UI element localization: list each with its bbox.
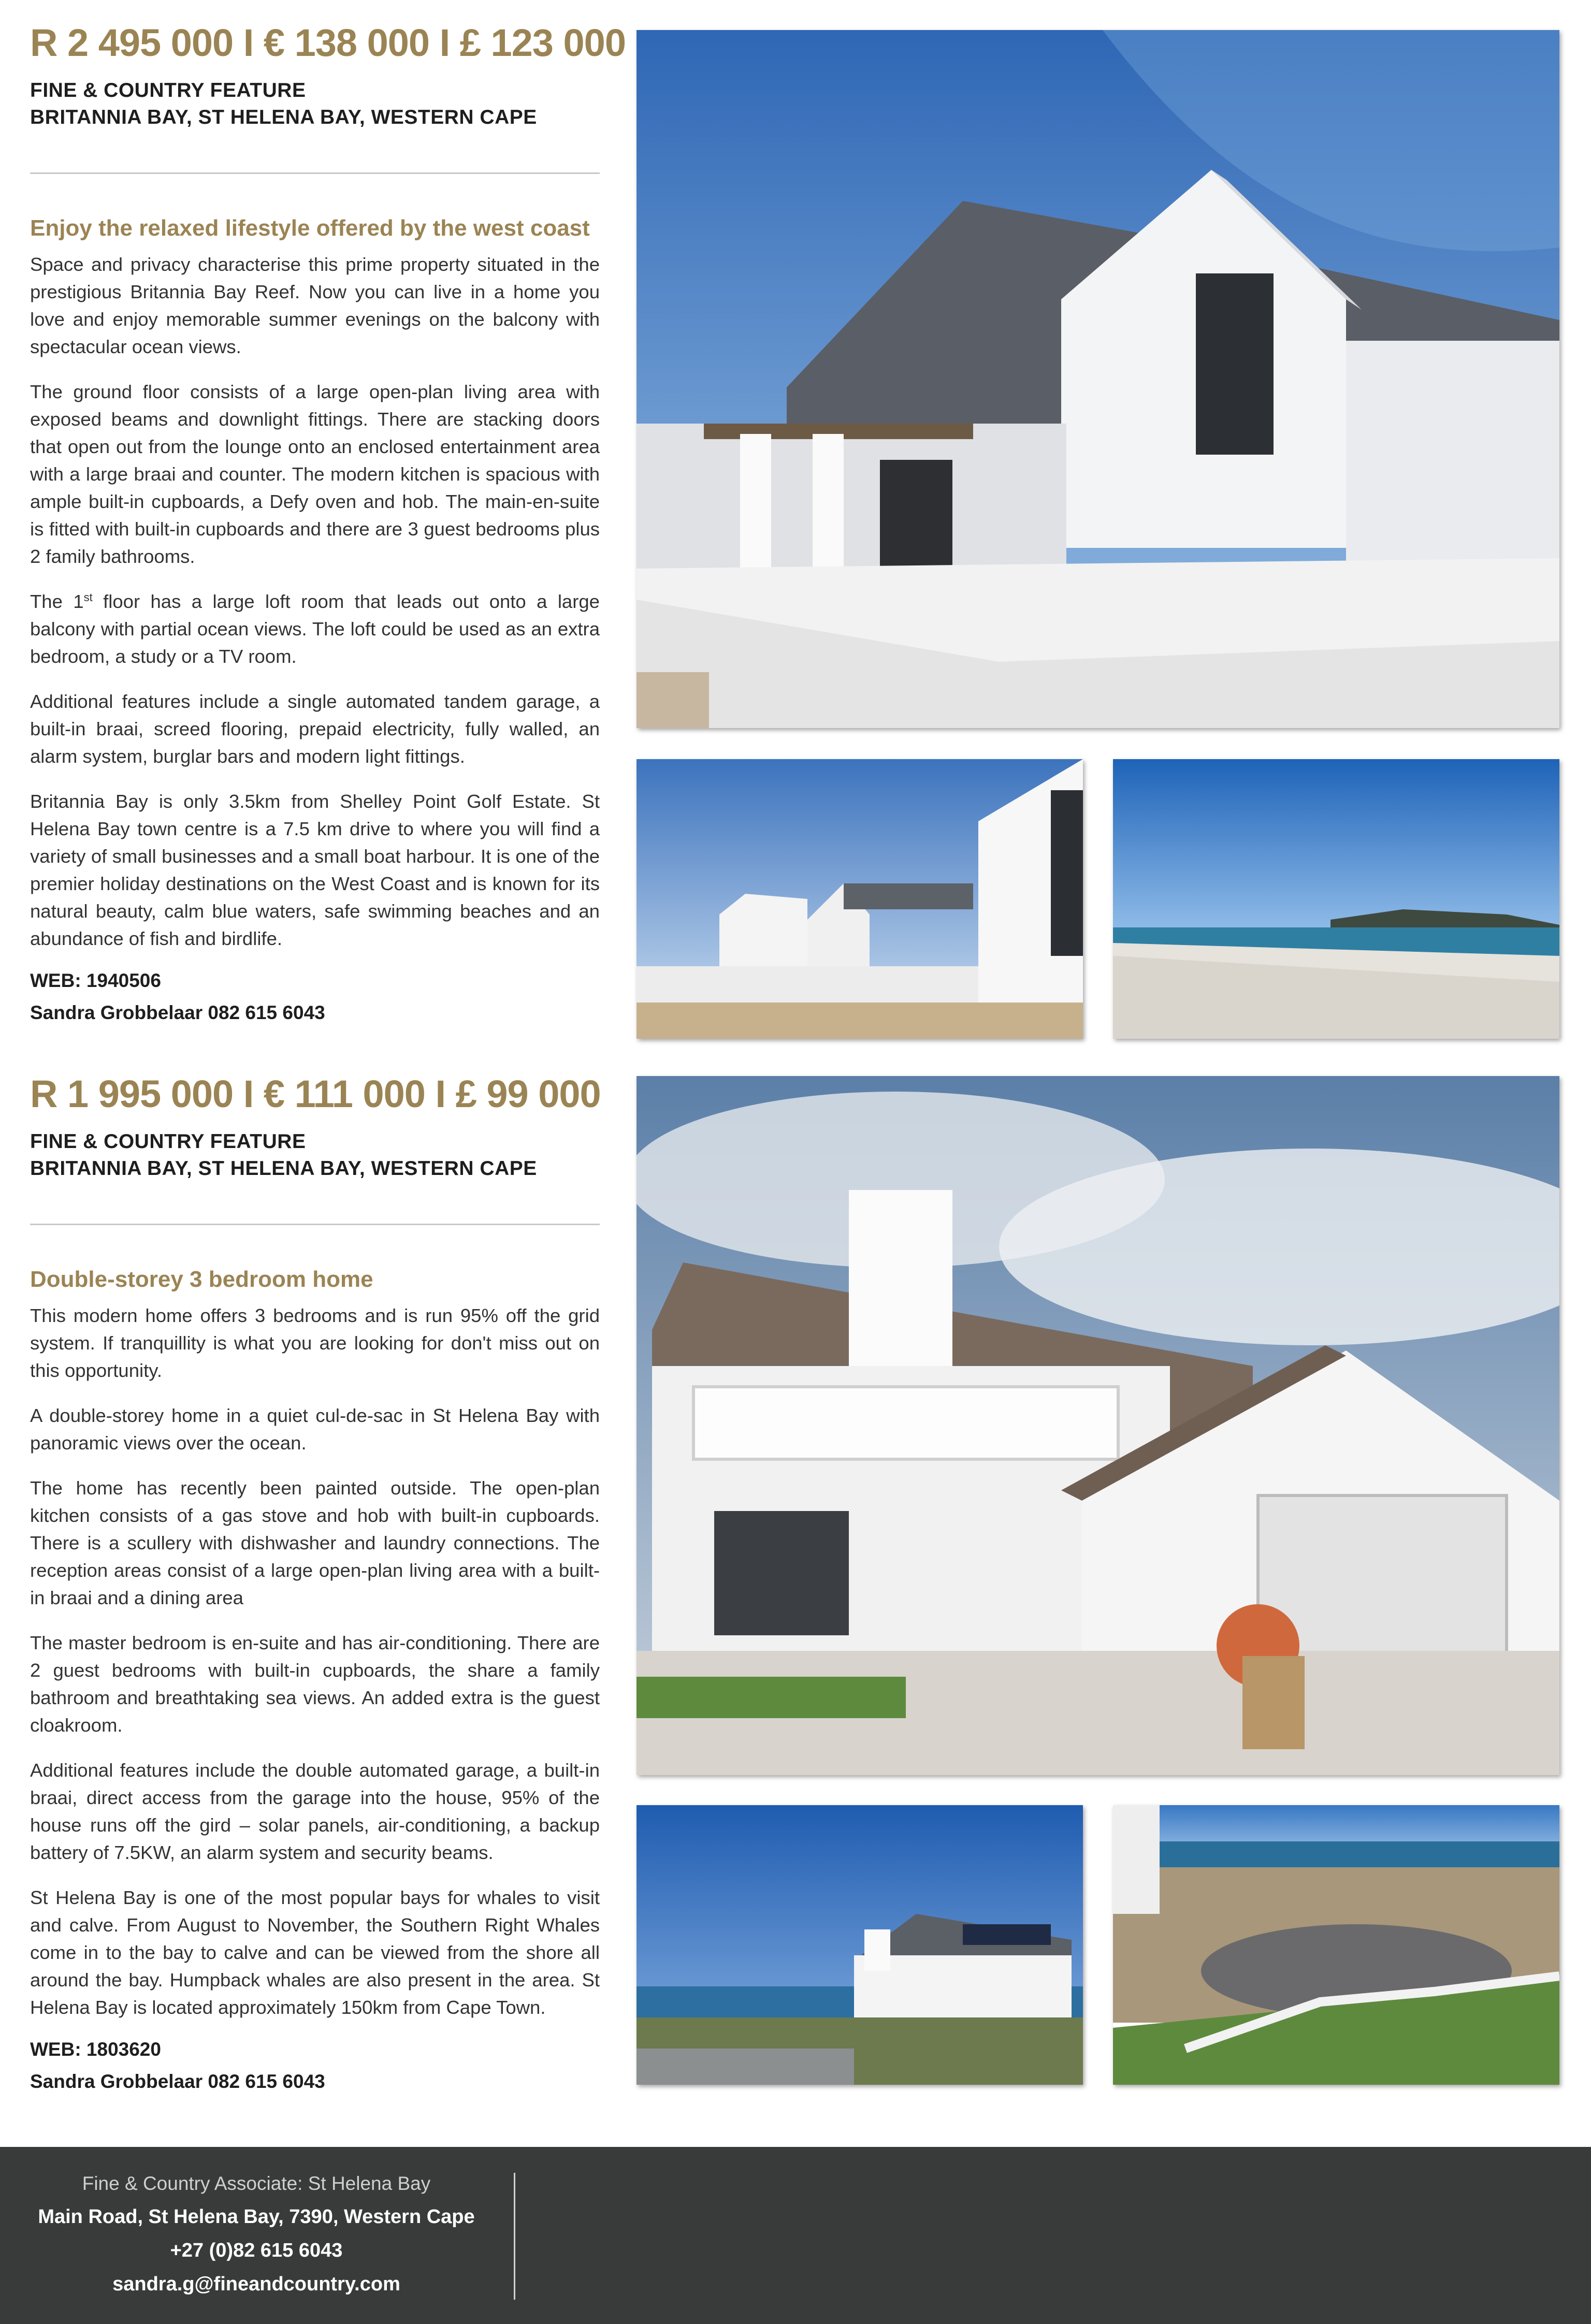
listing-2-subheading: Double-storey 3 bedroom home	[30, 1267, 373, 1292]
divider	[30, 172, 600, 174]
listing-1-main-photo	[637, 30, 1559, 728]
footer-divider	[514, 2173, 515, 2300]
footer-email-link[interactable]: sandra.g@fineandcountry.com	[112, 2273, 400, 2295]
listing-2-paragraph: Additional features include the double automated garage, a built-in braai, direct access from the garage into the house, 95% of the house runs off the gird – solar panels, air-conditioning, a backup battery of 7.5KW, an alarm system and security beams.	[30, 1760, 600, 1863]
listing-2-paragraph: This modern home offers 3 bedrooms and is run 95% off the grid system. If tranquillity is what you are looking for don't miss out on this opportunity.	[30, 1305, 600, 1381]
house-photo-icon	[637, 1805, 1083, 2085]
listing-2-feature-label: FINE & COUNTRY FEATURE	[30, 1130, 306, 1153]
listing-1-beach-photo	[1113, 759, 1559, 1039]
listing-2-paragraph: A double-storey home in a quiet cul-de-sac in St Helena Bay with panoramic views over the ocean.	[30, 1405, 600, 1454]
house-photo-icon	[637, 1076, 1559, 1775]
listing-1-side-photo	[637, 759, 1083, 1039]
superscript: st	[83, 590, 93, 604]
footer-address: Main Road, St Helena Bay, 7390, Western Cape	[38, 2206, 475, 2228]
listing-2-main-photo	[637, 1076, 1559, 1775]
listing-2-paragraph: St Helena Bay is one of the most popular bays for whales to visit and calve. From August to November, the Southern Right Whales come in to the bay to calve and can be viewed from the shore all around the bay. Humpback whales are also present in the area. St Helena Bay is located approximately 150km from Cape Town.	[30, 1887, 600, 2018]
listing-2-location: BRITANNIA BAY, ST HELENA BAY, WESTERN CAPE	[30, 1157, 537, 1180]
listing-1-paragraph: The ground floor consists of a large open-plan living area with exposed beams and downlight fittings. There are stacking doors that open out from the lounge onto an enclosed entertainment area with a large braai and counter. The modern kitchen is spacious with ample built-in cupboards, a Defy oven and hob. The main-en-suite is fitted with built-in cupboards and there are 3 guest bedrooms plus 2 family bathrooms.	[30, 381, 600, 567]
listing-1-paragraph: Britannia Bay is only 3.5km from Shelley Point Golf Estate. St Helena Bay town centre is a 7.5 km drive to where you will find a variety of small businesses and a small boat harbour. It is one of the premier holiday destinations on the West Coast and is known for its natural beauty, calm blue waters, safe swimming beaches and an abundance of fish and birdlife.	[30, 791, 600, 949]
listing-1-subheading: Enjoy the relaxed lifestyle offered by the west coast	[30, 215, 590, 241]
listing-1	[0, 0, 1591, 1051]
divider	[30, 1224, 600, 1225]
para-text: The 1	[30, 591, 84, 612]
footer-phone[interactable]: +27 (0)82 615 6043	[170, 2240, 343, 2261]
house-photo-icon	[637, 759, 1083, 1039]
listing-2	[0, 1051, 1591, 2102]
listing-2-text	[30, 1051, 600, 2093]
listing-2-view-photo	[1113, 1805, 1559, 2085]
listing-2-paragraph: The home has recently been painted outside. The open-plan kitchen consists of a gas stove and hob with built-in cupboards. There is a scullery with dishwasher and laundry connections. The reception areas consist of a large open-plan living area with a built-in braai and a dining area	[30, 1477, 600, 1608]
listing-1-feature-label: FINE & COUNTRY FEATURE	[30, 79, 306, 101]
listing-1-agent: Sandra Grobbelaar 082 615 6043	[30, 1002, 325, 1023]
landscape-photo-icon	[1113, 1805, 1559, 2085]
listing-1-paragraph: Additional features include a single automated tandem garage, a built-in braai, screed flooring, prepaid electricity, fully walled, an alarm system, burglar bars and modern light fittings.	[30, 691, 600, 767]
listing-1-paragraph	[30, 588, 600, 670]
beach-photo-icon	[1113, 759, 1559, 1039]
listing-1-location: BRITANNIA BAY, ST HELENA BAY, WESTERN CAPE	[30, 106, 537, 128]
listing-2-side-photo	[637, 1805, 1083, 2085]
listing-2-price: R 1 995 000 I € 111 000 I £ 99 000	[30, 1072, 601, 1115]
footer-contact-block	[0, 2173, 513, 2307]
listing-1-text	[30, 0, 626, 1024]
footer-associate: Fine & Country Associate: St Helena Bay	[82, 2173, 431, 2194]
listing-2-paragraph: The master bedroom is en-suite and has air-conditioning. There are 2 guest bedrooms with built-in cupboards, the share a family bathroom and breathtaking sea views. An added extra is the guest cloakroom.	[30, 1632, 600, 1736]
footer	[0, 2147, 1591, 2324]
listing-1-paragraph: Space and privacy characterise this prime property situated in the prestigious Britannia Bay Reef. Now you can live in a home you love and enjoy memorable summer evenings on the balcony with spectacular ocean views.	[30, 254, 600, 357]
listing-2-web-ref: WEB: 1803620	[30, 2039, 161, 2060]
listing-2-agent: Sandra Grobbelaar 082 615 6043	[30, 2071, 325, 2092]
para-text: floor has a large loft room that leads out onto a large balcony with partial ocean views. The loft could be used as an extra bedroom, a study or a TV room.	[30, 591, 600, 667]
listing-1-web-ref: WEB: 1940506	[30, 970, 161, 991]
listing-1-price: R 2 495 000 I € 138 000 I £ 123 000	[30, 21, 626, 64]
house-photo-icon	[637, 30, 1559, 728]
